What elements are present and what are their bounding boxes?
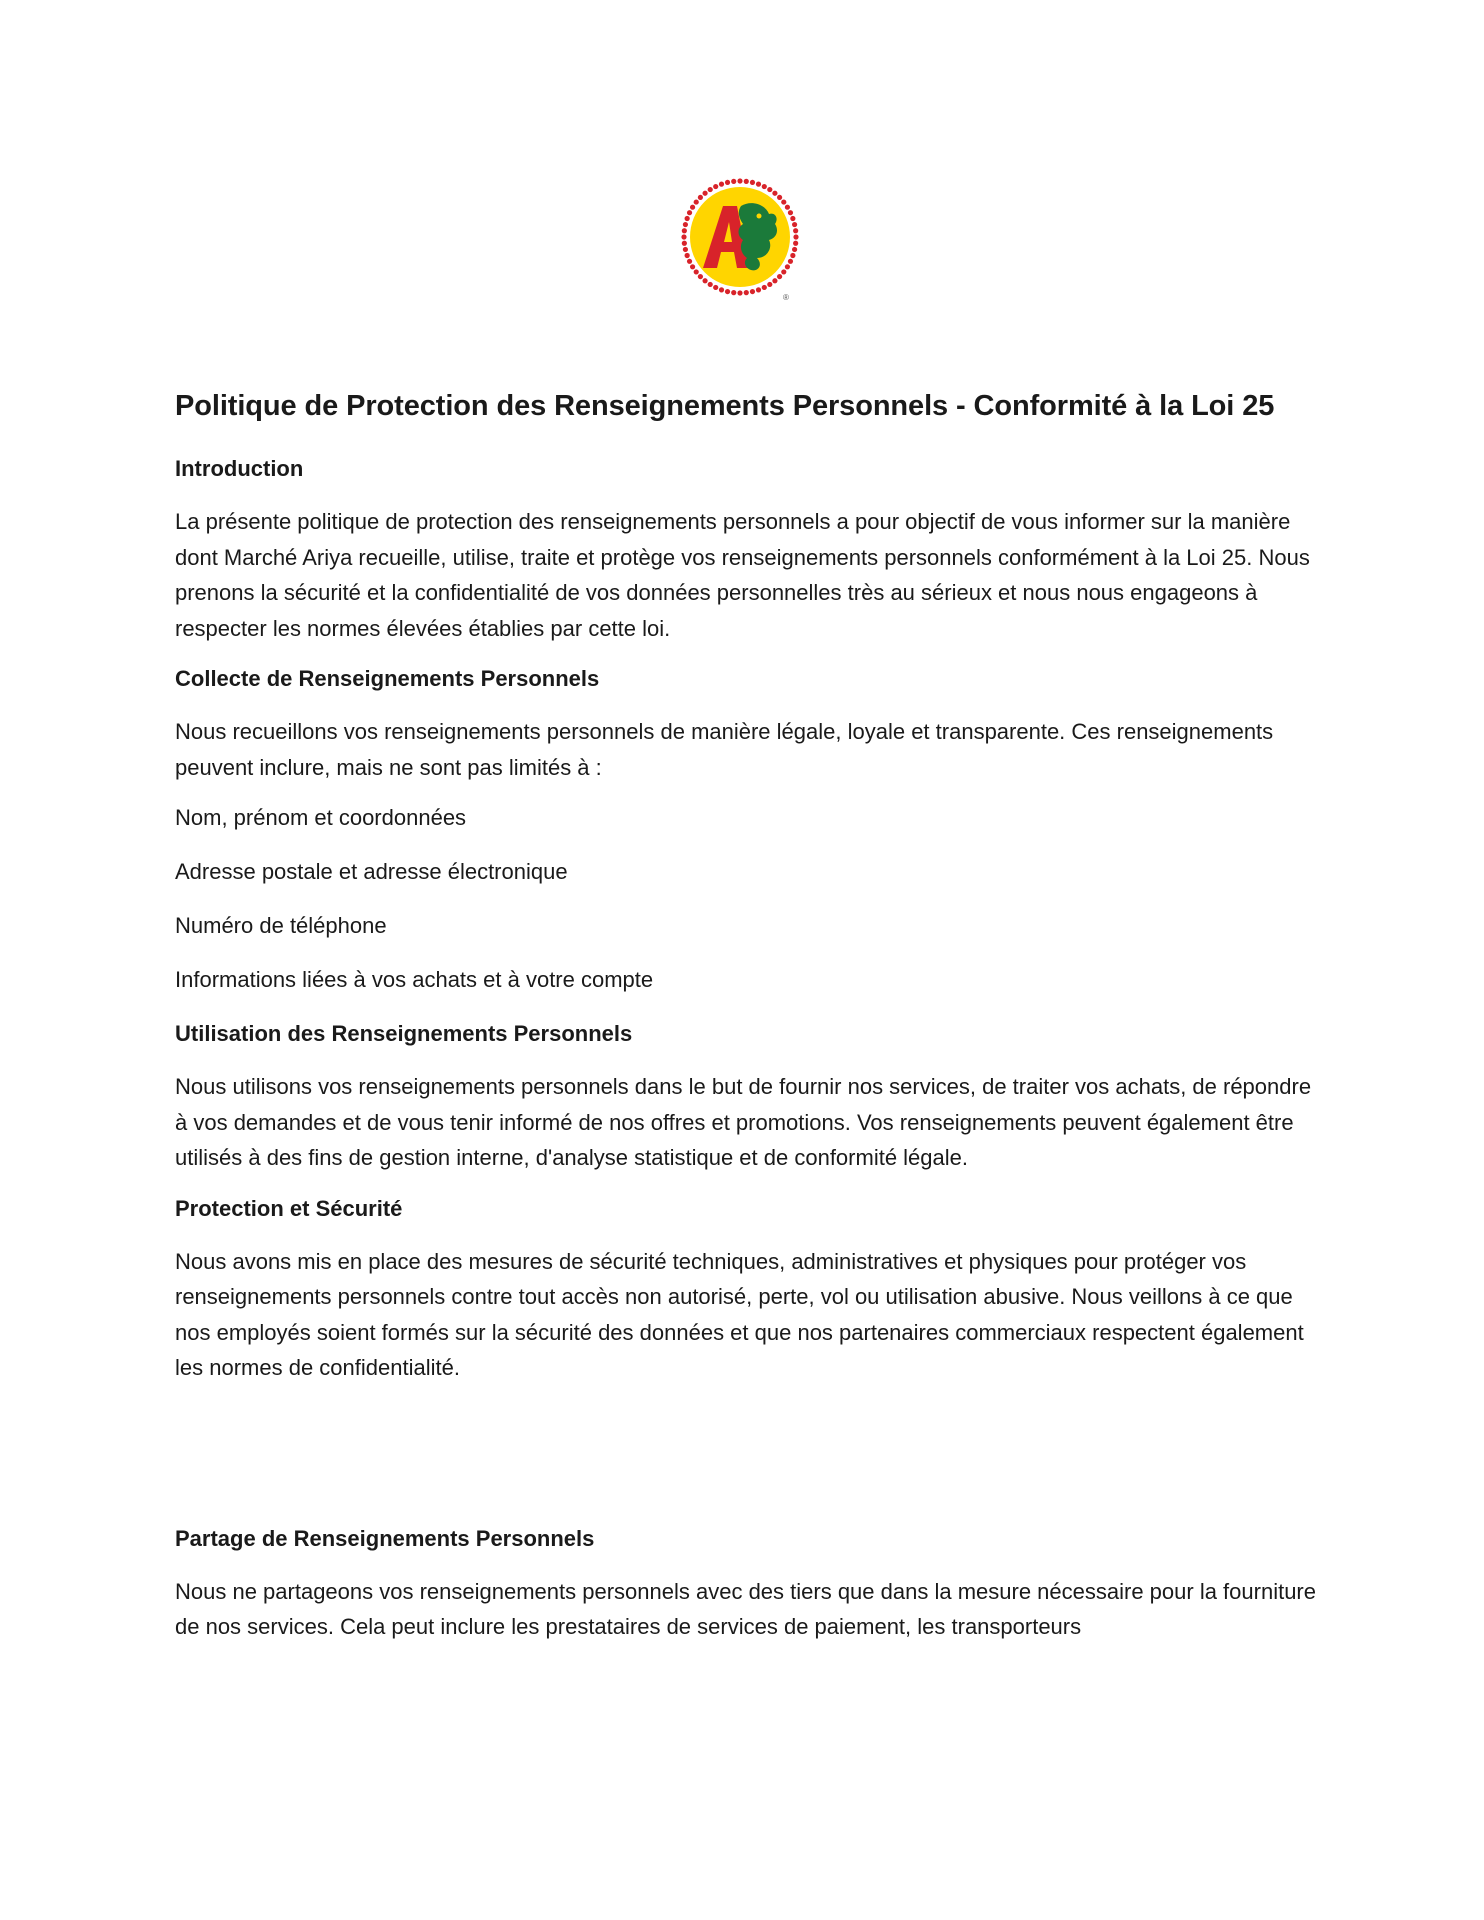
section-text-collecte: Nous recueillons vos renseignements personnels de manière légale, loyale et transparente. Ces renseignements peuvent inclure, mais ne sont pas limités à : xyxy=(175,719,1274,780)
logo-ring-dot xyxy=(737,178,742,183)
logo-ring-dot xyxy=(737,290,742,295)
logo-ring-dot xyxy=(767,282,772,287)
logo-ring-dot xyxy=(694,269,699,274)
logo-ring-dot xyxy=(785,205,790,210)
section-text-protection: Nous avons mis en place des mesures de sécurité techniques, administratives et physiques pour protéger vos renseignements personnels contre tout accès non autorisé, perte, vol ou utilisation abusive. Nous veillons à ce que nos employés soient formés sur la sécurité des données et que nos partenaires commerciaux respectent également les normes de confidentialité. xyxy=(175,1248,1304,1380)
logo-ring-dot xyxy=(725,289,730,294)
list-item: Adresse postale et adresse électronique xyxy=(175,859,568,884)
logo-ring-dot xyxy=(702,278,707,283)
logo-ring-dot xyxy=(750,180,755,185)
logo-ring-dot xyxy=(683,247,688,252)
logo-ring-dot xyxy=(690,264,695,269)
logo-ring-dot xyxy=(744,290,749,295)
logo-ring-dot xyxy=(713,285,718,290)
logo-ring-dot xyxy=(793,241,798,246)
logo-ring-dot xyxy=(788,210,793,215)
logo-ring-dot xyxy=(702,191,707,196)
logo-ring-dot xyxy=(683,222,688,227)
section-text-introduction: La présente politique de protection des renseignements personnels a pour objectif de vous informer sur la manière dont Marché Ariya recueille, utilise, traite et protège vos renseignements personnels conformément à la Loi 25. Nous prenons la sécurité et la confidentialité de vos données personnelles très au sérieux et nous nous engageons à respecter les normes élevées établies par cette loi. xyxy=(175,509,1310,641)
logo-ring-dot xyxy=(731,290,736,295)
logo-ring-dot xyxy=(772,278,777,283)
logo-ring-dot xyxy=(792,247,797,252)
svg-text:®: ® xyxy=(783,293,789,302)
list-item: Nom, prénom et coordonnées xyxy=(175,805,467,830)
logo-ring-dot xyxy=(698,274,703,279)
logo-ring-dot xyxy=(719,287,724,292)
logo-ring-dot xyxy=(788,259,793,264)
logo-ring-dot xyxy=(698,195,703,200)
logo-ring-dot xyxy=(713,184,718,189)
logo-ring-dot xyxy=(777,274,782,279)
logo-ring-dot xyxy=(682,241,687,246)
logo-ring-dot xyxy=(793,234,798,239)
section-heading-introduction: Introduction xyxy=(175,456,304,481)
logo-ring-dot xyxy=(685,253,690,258)
company-logo-icon xyxy=(679,176,805,302)
page-title: Politique de Protection des Renseignements Personnels - Conformité à la Loi 25 xyxy=(175,390,1275,422)
logo-ring-dot xyxy=(744,179,749,184)
logo-ring-dot xyxy=(682,228,687,233)
section-heading-utilisation: Utilisation des Renseignements Personnels xyxy=(175,1021,633,1046)
logo-ring-dot xyxy=(681,234,686,239)
logo-ring-dot xyxy=(687,210,692,215)
logo-ring-dot xyxy=(685,216,690,221)
logo-ring-dot xyxy=(708,187,713,192)
logo-ring-dot xyxy=(790,253,795,258)
logo-ring-dot xyxy=(790,216,795,221)
logo-ring-dot xyxy=(731,179,736,184)
section-heading-protection: Protection et Sécurité xyxy=(175,1195,403,1221)
logo-ring-dot xyxy=(725,180,730,185)
logo-ring-dot xyxy=(772,191,777,196)
logo-ring-dot xyxy=(687,259,692,264)
logo-ring-dot xyxy=(762,285,767,290)
section-heading-collecte: Collecte de Renseignements Personnels xyxy=(175,666,600,691)
section-text-partage: Nous ne partageons vos renseignements personnels avec des tiers que dans la mesure nécessaire pour la fourniture de nos services. Cela peut inclure les prestataires de services de paiement, les transporteurs xyxy=(175,1578,1316,1639)
logo-ring-dot xyxy=(690,205,695,210)
section-heading-partage: Partage de Renseignements Personnels xyxy=(175,1525,595,1551)
logo-ring-dot xyxy=(756,287,761,292)
logo-ring-dot xyxy=(762,184,767,189)
logo-ring-dot xyxy=(781,199,786,204)
logo-ring-dot xyxy=(781,269,786,274)
logo-ring-dot xyxy=(767,187,772,192)
logo-ring-dot xyxy=(777,195,782,200)
logo-ring-dot xyxy=(756,182,761,187)
logo-ring-dot xyxy=(708,282,713,287)
logo-ring-dot xyxy=(792,222,797,227)
list-item: Numéro de téléphone xyxy=(175,913,387,938)
document-body xyxy=(175,386,1325,1663)
logo-ring-dot xyxy=(785,264,790,269)
logo-ring-dot xyxy=(694,199,699,204)
list-item: Informations liées à vos achats et à votre compte xyxy=(175,967,654,992)
logo-ring-dot xyxy=(793,228,798,233)
page-gap xyxy=(175,1404,1325,1524)
logo-ring-dot xyxy=(750,289,755,294)
logo-ring-dot xyxy=(719,182,724,187)
section-text-utilisation: Nous utilisons vos renseignements personnels dans le but de fournir nos services, de traiter vos achats, de répondre à vos demandes et de vous tenir informé de nos offres et promotions. Vos renseignements peuvent également être utilisés à des fins de gestion interne, d'analyse statistique et de conformité légale. xyxy=(175,1074,1312,1170)
